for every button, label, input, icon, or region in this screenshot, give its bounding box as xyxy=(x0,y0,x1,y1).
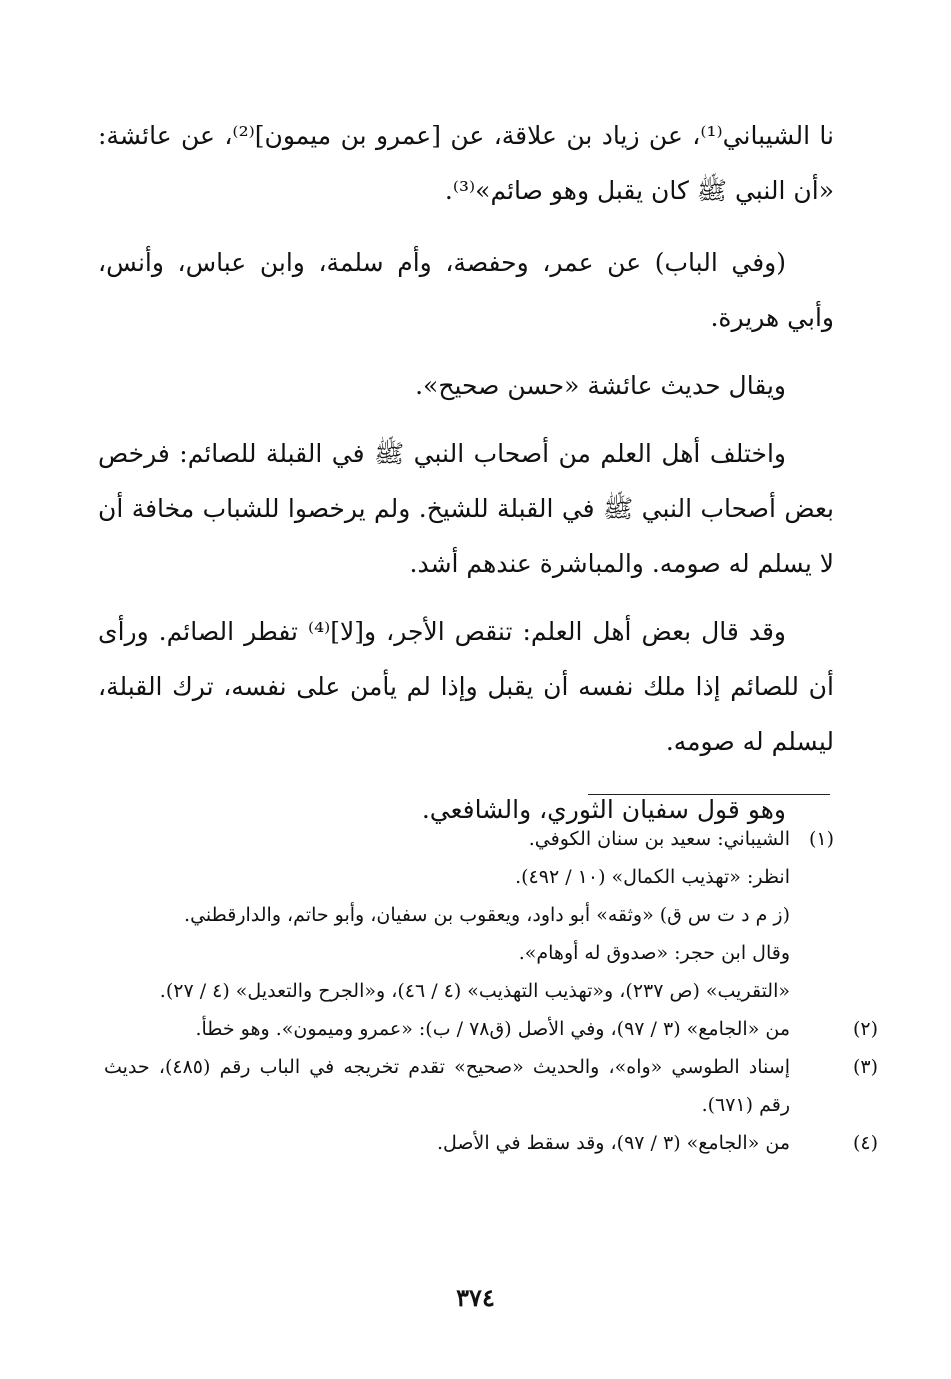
footnote-4 xyxy=(104,1124,878,1162)
footnote-text: إسناد الطوسي «واه»، والحديث «صحيح» تقدم تخريجه في الباب رقم (٤٨٥)، حديث رقم (٦٧١). xyxy=(104,1056,790,1116)
disagreement-paragraph: واختلف أهل العلم من أصحاب النبي ﷺ في القبلة للصائم: فرخص بعض أصحاب النبي ﷺ في القبلة للشيخ. ولم يرخصوا للشباب مخافة أن لا يسلم له صومه. والمباشرة عندهم أشد. xyxy=(98,439,834,578)
main-text xyxy=(98,108,834,850)
footnote-number: (٢) xyxy=(852,1018,878,1040)
page-number: ٣٧٤ xyxy=(456,1283,495,1312)
scholars-paragraph: وهو قول سفيان الثوري، والشافعي. xyxy=(421,795,786,824)
footnote-text: من «الجامع» (٣ / ٩٧)، وقد سقط في الأصل. xyxy=(436,1132,790,1154)
opinion-paragraph: وقد قال بعض أهل العلم: تنقص الأجر، و[لا]⁽⁴⁾ تفطر الصائم. ورأى أن للصائم إذا ملك نفسه أن يقبل وإذا لم يأمن على نفسه، ترك القبلة، ليسلم له صومه. xyxy=(98,617,834,756)
grading-paragraph: ويقال حديث عائشة «حسن صحيح». xyxy=(415,371,786,400)
hadith-paragraph: نا الشيباني⁽¹⁾، عن زياد بن علاقة، عن [عمرو بن ميمون]⁽²⁾، عن عائشة: «أن النبي ﷺ كان يقبل وهو صائم»⁽³⁾. xyxy=(98,121,834,205)
footnote-number: (٤) xyxy=(852,1132,878,1154)
footnote-1-narrators: (ز م د ت س ق) «وثقه» أبو داود، ويعقوب بن سفيان، وأبو حاتم، والدارقطني. xyxy=(184,904,790,926)
footnote-text: الشيباني: سعيد بن سنان الكوفي. xyxy=(528,828,790,850)
footnote-1 xyxy=(104,820,834,858)
footnote-3 xyxy=(104,1048,878,1124)
footnote-text: من «الجامع» (٣ / ٩٧)، وفي الأصل (ق٧٨ / ب): «عمرو وميمون». وهو خطأ. xyxy=(195,1018,790,1040)
footnote-1-reference: انظر: «تهذيب الكمال» (١٠ / ٤٩٢). xyxy=(515,866,790,888)
bab-paragraph: (وفي الباب) عن عمر، وحفصة، وأم سلمة، وابن عباس، وأنس، وأبي هريرة. xyxy=(98,248,834,332)
footnote-2 xyxy=(104,1010,878,1048)
footnote-number: (١) xyxy=(808,828,834,850)
footnote-number: (٣) xyxy=(852,1056,878,1078)
footnote-1-sources: «التقريب» (ص ٢٣٧)، و«تهذيب التهذيب» (٤ / ٤٦)، و«الجرح والتعديل» (٤ / ٢٧). xyxy=(159,980,790,1002)
footnotes xyxy=(104,820,878,1162)
footnote-divider xyxy=(588,794,830,795)
footnote-1-ibn-hajar: وقال ابن حجر: «صدوق له أوهام». xyxy=(518,942,790,964)
